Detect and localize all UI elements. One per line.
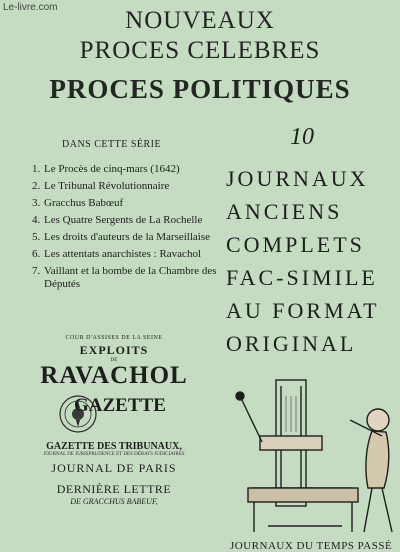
- series-heading: DANS CETTE SÉRIE: [62, 139, 162, 150]
- list-item-number: 6.: [32, 248, 41, 260]
- watermark: Le-livre.com: [3, 2, 58, 13]
- tribunaux-title: GAZETTE DES TRIBUNAUX,: [46, 441, 182, 452]
- exploits-title: EXPLOITS: [79, 343, 149, 357]
- court-label: COUR D'ASSISES DE LA SEINE: [65, 335, 163, 341]
- list-item-number: 4.: [32, 214, 41, 226]
- list-item-number: 1.: [32, 163, 41, 175]
- gazette-word: GAZETTE: [74, 395, 166, 416]
- gracchus-subtitle: DE GRACCHUS BABEUF,: [70, 497, 158, 506]
- list-item: [32, 180, 232, 193]
- footer-caption: JOURNAUX DU TEMPS PASSÉ: [230, 540, 393, 552]
- list-item-text: Le Tribunal Révolutionnaire: [44, 180, 170, 192]
- derniere-lettre: DERNIÈRE LETTRE: [56, 482, 172, 496]
- feature-word: ORIGINAL: [226, 331, 357, 356]
- feature-word: AU FORMAT: [226, 298, 380, 323]
- feature-word: ANCIENS: [226, 199, 343, 224]
- list-item-text: Les droits d'auteurs de la Marseillaise: [44, 231, 211, 243]
- title-line-1: NOUVEAUX: [125, 7, 275, 34]
- list-item-number: 3.: [32, 197, 41, 209]
- header: [0, 6, 400, 104]
- list-item: [32, 163, 232, 176]
- list-item: [32, 248, 232, 261]
- feature-words: [226, 162, 396, 360]
- series-count: 10: [290, 124, 314, 150]
- printing-press-illustration: [232, 376, 400, 538]
- list-item-text: Le Procès de cinq-mars (1642): [44, 163, 180, 175]
- title-line-3: PROCES POLITIQUES: [49, 74, 351, 104]
- series-list: [32, 163, 232, 295]
- feature-word: COMPLETS: [226, 232, 365, 257]
- feature-word: JOURNAUX: [226, 166, 369, 191]
- feature-word: FAC-SIMILE: [226, 265, 378, 290]
- list-item-text: Les Quatre Sergents de La Rochelle: [44, 214, 203, 226]
- tribunaux-subtitle: JOURNAL DE JURISPRUDENCE ET DES DÉBATS JUDICIAIRES: [43, 452, 185, 457]
- title-line-2: PROCES CELEBRES: [79, 37, 321, 64]
- list-item-text: Gracchus Babœuf: [44, 197, 124, 209]
- newspaper-collage: [0, 335, 228, 506]
- list-item: [32, 214, 232, 227]
- journal-de-paris: JOURNAL DE PARIS: [51, 461, 177, 475]
- list-item-text: Les attentats anarchistes : Ravachol: [44, 248, 201, 260]
- list-item-number: 2.: [32, 180, 41, 192]
- exploits-de: DE: [110, 358, 118, 363]
- list-item-number: 5.: [32, 231, 41, 243]
- list-item-number: 7.: [32, 265, 41, 277]
- gazette-masthead: [0, 391, 228, 439]
- list-item: [32, 265, 232, 291]
- ravachol-headline: RAVACHOL: [40, 362, 188, 389]
- list-item: [32, 197, 232, 210]
- list-item: [32, 231, 232, 244]
- list-item-text: Vaillant et la bombe de la Chambre des Députés: [44, 265, 217, 290]
